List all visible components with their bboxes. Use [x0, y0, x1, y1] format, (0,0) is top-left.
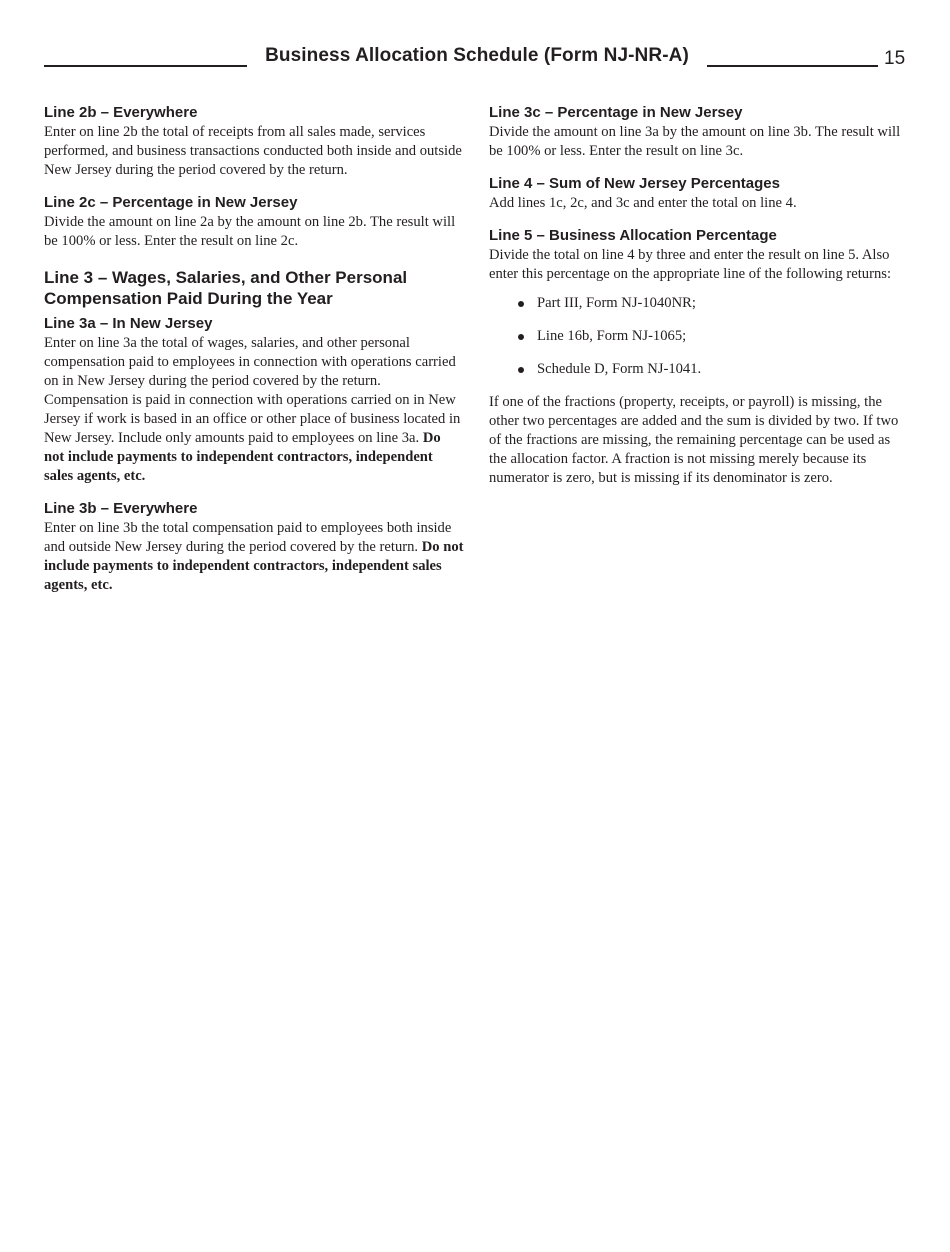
section-line-2b [44, 103, 464, 180]
section-body: Divide the amount on line 2a by the amount on line 2b. The result will be 100% or less. Enter the result on line 2c. [44, 214, 456, 249]
page-number: 15 [884, 48, 906, 69]
bold-note: Do not include payments to independent contractors, independent sales agents, etc. [44, 430, 441, 484]
section-line-2c [44, 193, 464, 251]
bold-note: Do not include payments to independent contractors, independent sales agents, etc. [44, 539, 464, 593]
right-column [489, 103, 910, 498]
body-text: Enter on line 3b the total compensation paid to employees both inside and outside New Jersey during the period covered by the return. [44, 520, 452, 555]
header-rule-left [44, 65, 247, 67]
header-rule-right [707, 65, 878, 67]
section-heading: Line 4 – Sum of New Jersey Percentages [489, 175, 780, 192]
section-heading: Line 3b – Everywhere [44, 500, 198, 517]
section-body [44, 519, 464, 595]
section-line-5 [489, 226, 910, 488]
section-heading: Line 2c – Percentage in New Jersey [44, 194, 298, 211]
section-body: Enter on line 2b the total of receipts from all sales made, services performed, and business transactions conducted both inside and outside New Jersey during the period covered by the return. [44, 124, 462, 178]
page-title: Business Allocation Schedule (Form NJ-NR-A) [265, 45, 689, 66]
section-heading: Line 3a – In New Jersey [44, 315, 213, 332]
closing-paragraph: If one of the fractions (property, receipts, or payroll) is missing, the other two percentages are added and the sum is divided by two. If two of the fractions are missing, the remaining percentage can be used as the allocation factor. A fraction is not missing merely because its numerator is zero, but is missing if its denominator is zero. [489, 394, 899, 486]
section-line-3b [44, 499, 464, 595]
section-body: Divide the total on line 4 by three and enter the result on line 5. Also enter this percentage on the appropriate line of the following returns: [489, 247, 891, 282]
section-body: Divide the amount on line 3a by the amount on line 3b. The result will be 100% or less. Enter the result on line 3c. [489, 124, 901, 159]
section-body [44, 334, 464, 486]
section-heading: Line 2b – Everywhere [44, 104, 198, 121]
body-text: Enter on line 3a the total of wages, salaries, and other personal compensation paid to employees in connection with operations carried on in New Jersey during the period covered by the return. Compensation is paid in connection with operations carried on in New Jersey if work is based in an office or other place of business located in New Jersey. Include only amounts paid to employees on line 3a. [44, 335, 461, 446]
section-line-3a [44, 314, 464, 486]
section-line-4 [489, 174, 910, 213]
list-item: Schedule D, Form NJ-1041. [517, 360, 910, 379]
left-column [44, 103, 464, 605]
section-body: Add lines 1c, 2c, and 3c and enter the total on line 4. [489, 195, 797, 211]
page-header [44, 44, 910, 74]
bullet-icon [518, 367, 524, 373]
section-line-3c [489, 103, 910, 161]
section-heading: Line 3c – Percentage in New Jersey [489, 104, 743, 121]
bullet-icon [518, 334, 524, 340]
list-item: Part III, Form NJ-1040NR; [517, 294, 910, 313]
section-heading: Line 5 – Business Allocation Percentage [489, 227, 777, 244]
bullet-icon [518, 301, 524, 307]
list-item: Line 16b, Form NJ-1065; [517, 327, 910, 346]
section-heading-large: Line 3 – Wages, Salaries, and Other Personal Compensation Paid During the Year [44, 268, 408, 308]
returns-list [489, 294, 910, 379]
section-line-3 [44, 267, 464, 309]
